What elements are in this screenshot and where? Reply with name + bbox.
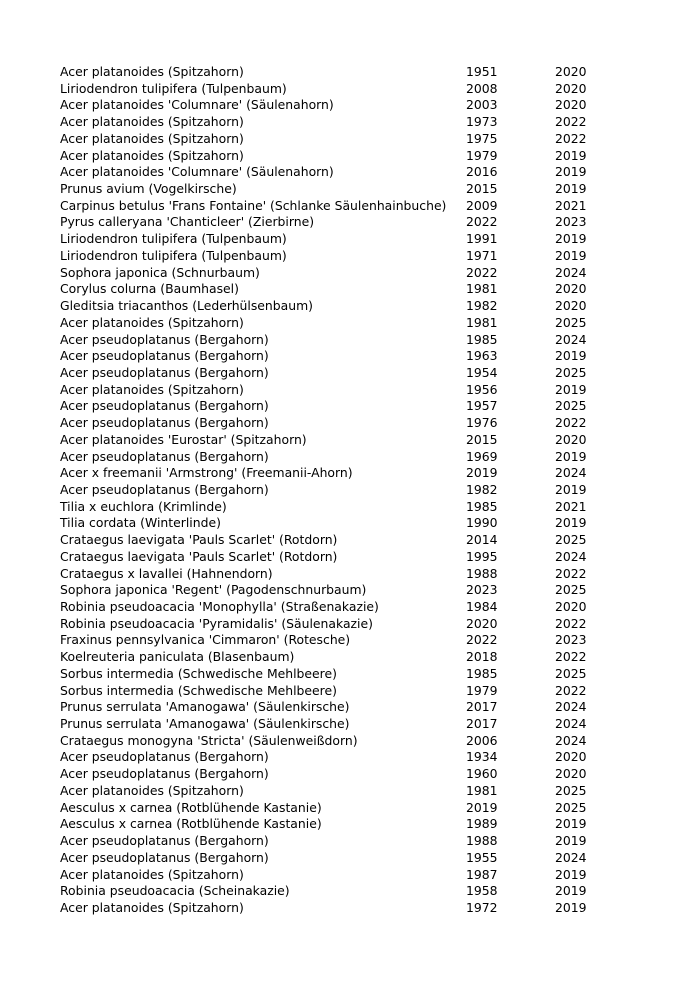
inspection-year-cell: 2025 [555, 665, 587, 681]
table-row [60, 599, 595, 616]
tree-species-cell: Crataegus laevigata 'Pauls Scarlet' (Rotdorn) [60, 548, 338, 564]
inspection-year-cell: 2019 [555, 231, 587, 247]
inspection-year-cell: 2019 [555, 481, 587, 497]
inspection-year-cell: 2024 [555, 548, 587, 564]
tree-species-cell: Acer platanoides (Spitzahorn) [60, 114, 244, 130]
inspection-year-cell: 2019 [555, 883, 587, 899]
inspection-year-cell: 2024 [555, 331, 587, 347]
tree-species-cell: Tilia x euchlora (Krimlinde) [60, 498, 227, 514]
planting-year-cell: 1985 [466, 331, 498, 347]
planting-year-cell: 2015 [466, 181, 498, 197]
inspection-year-cell: 2024 [555, 699, 587, 715]
table-row [60, 114, 595, 131]
table-row [60, 415, 595, 432]
planting-year-cell: 2023 [466, 582, 498, 598]
tree-species-cell: Acer pseudoplatanus (Bergahorn) [60, 348, 269, 364]
tree-species-cell: Tilia cordata (Winterlinde) [60, 515, 221, 531]
inspection-year-cell: 2019 [555, 164, 587, 180]
planting-year-cell: 2016 [466, 164, 498, 180]
table-row [60, 315, 595, 332]
table-row [60, 298, 595, 315]
inspection-year-cell: 2025 [555, 782, 587, 798]
inspection-year-cell: 2022 [555, 130, 587, 146]
inspection-year-cell: 2019 [555, 147, 587, 163]
planting-year-cell: 1991 [466, 231, 498, 247]
table-row [60, 198, 595, 215]
table-row [60, 465, 595, 482]
inspection-year-cell: 2019 [555, 899, 587, 915]
inspection-year-cell: 2019 [555, 348, 587, 364]
inspection-year-cell: 2020 [555, 298, 587, 314]
inspection-year-cell: 2023 [555, 632, 587, 648]
table-row [60, 64, 595, 81]
tree-species-cell: Crataegus laevigata 'Pauls Scarlet' (Rotdorn) [60, 532, 338, 548]
inspection-year-cell: 2020 [555, 766, 587, 782]
tree-species-cell: Acer pseudoplatanus (Bergahorn) [60, 364, 269, 380]
table-row [60, 81, 595, 98]
inspection-year-cell: 2024 [555, 849, 587, 865]
inspection-year-cell: 2020 [555, 599, 587, 614]
table-row [60, 783, 595, 800]
table-row [60, 683, 595, 700]
tree-species-cell: Carpinus betulus 'Frans Fontaine' (Schlanke Säulenhainbuche) [60, 197, 447, 213]
tree-species-cell: Sophora japonica (Schnurbaum) [60, 264, 260, 280]
table-row [60, 549, 595, 566]
tree-species-cell: Sorbus intermedia (Schwedische Mehlbeere) [60, 665, 337, 681]
inspection-year-cell: 2025 [555, 582, 587, 598]
inspection-year-cell: 2019 [555, 381, 587, 397]
tree-species-cell: Prunus serrulata 'Amanogawa' (Säulenkirsche) [60, 699, 350, 715]
inspection-year-cell: 2025 [555, 364, 587, 380]
planting-year-cell: 1987 [466, 866, 498, 882]
table-row [60, 716, 595, 733]
planting-year-cell: 2015 [466, 431, 498, 447]
table-row [60, 766, 595, 783]
tree-species-cell: Crataegus monogyna 'Stricta' (Säulenweißdorn) [60, 732, 358, 748]
planting-year-cell: 1951 [466, 64, 498, 79]
inspection-year-cell: 2025 [555, 799, 587, 815]
tree-species-cell: Acer platanoides (Spitzahorn) [60, 147, 244, 163]
planting-year-cell: 2022 [466, 264, 498, 280]
table-row [60, 449, 595, 466]
inspection-year-cell: 2022 [555, 682, 587, 698]
tree-species-cell: Acer platanoides 'Columnare' (Säulenahorn) [60, 164, 334, 180]
planting-year-cell: 1989 [466, 816, 498, 832]
table-row [60, 164, 595, 181]
inspection-year-cell: 2022 [555, 615, 587, 631]
table-row [60, 649, 595, 666]
planting-year-cell: 2019 [466, 465, 498, 481]
tree-species-cell: Sophora japonica 'Regent' (Pagodenschnurbaum) [60, 582, 367, 598]
planting-year-cell: 1982 [466, 481, 498, 497]
inspection-year-cell: 2023 [555, 214, 587, 230]
tree-species-cell: Acer platanoides (Spitzahorn) [60, 64, 244, 79]
planting-year-cell: 1969 [466, 448, 498, 464]
tree-species-cell: Acer platanoides (Spitzahorn) [60, 314, 244, 330]
planting-year-cell: 2017 [466, 699, 498, 715]
inspection-year-cell: 2020 [555, 64, 587, 79]
planting-year-cell: 1960 [466, 766, 498, 782]
tree-species-cell: Acer pseudoplatanus (Bergahorn) [60, 448, 269, 464]
inspection-year-cell: 2025 [555, 398, 587, 414]
tree-species-cell: Acer pseudoplatanus (Bergahorn) [60, 766, 269, 782]
table-row [60, 382, 595, 399]
table-row [60, 532, 595, 549]
table-row [60, 833, 595, 850]
planting-year-cell: 1981 [466, 782, 498, 798]
table-row [60, 900, 595, 917]
planting-year-cell: 1956 [466, 381, 498, 397]
tree-species-cell: Gleditsia triacanthos (Lederhülsenbaum) [60, 298, 313, 314]
tree-species-cell: Acer platanoides 'Columnare' (Säulenahorn) [60, 97, 334, 113]
inspection-year-cell: 2022 [555, 415, 587, 431]
tree-species-cell: Acer pseudoplatanus (Bergahorn) [60, 481, 269, 497]
tree-species-cell: Acer platanoides 'Eurostar' (Spitzahorn) [60, 431, 307, 447]
planting-year-cell: 1954 [466, 364, 498, 380]
tree-species-cell: Aesculus x carnea (Rotblühende Kastanie) [60, 816, 322, 832]
inspection-year-cell: 2019 [555, 448, 587, 464]
table-row [60, 749, 595, 766]
tree-species-cell: Acer platanoides (Spitzahorn) [60, 866, 244, 882]
table-row [60, 148, 595, 165]
planting-year-cell: 1958 [466, 883, 498, 899]
table-row [60, 515, 595, 532]
planting-year-cell: 1976 [466, 415, 498, 431]
inspection-year-cell: 2019 [555, 833, 587, 849]
planting-year-cell: 1963 [466, 348, 498, 364]
table-row [60, 214, 595, 231]
planting-year-cell: 1981 [466, 314, 498, 330]
inspection-year-cell: 2019 [555, 866, 587, 882]
inspection-year-cell: 2020 [555, 431, 587, 447]
tree-species-cell: Robinia pseudoacacia (Scheinakazie) [60, 883, 290, 899]
planting-year-cell: 1984 [466, 599, 498, 614]
planting-year-cell: 2008 [466, 80, 498, 96]
table-row [60, 632, 595, 649]
tree-species-cell: Liriodendron tulipifera (Tulpenbaum) [60, 231, 287, 247]
table-row [60, 883, 595, 900]
tree-species-cell: Acer platanoides (Spitzahorn) [60, 899, 244, 915]
table-row [60, 867, 595, 884]
inspection-year-cell: 2022 [555, 565, 587, 581]
table-row [60, 850, 595, 867]
inspection-year-cell: 2025 [555, 532, 587, 548]
tree-species-cell: Liriodendron tulipifera (Tulpenbaum) [60, 247, 287, 263]
planting-year-cell: 1979 [466, 682, 498, 698]
planting-year-cell: 1971 [466, 247, 498, 263]
planting-year-cell: 2022 [466, 632, 498, 648]
inspection-year-cell: 2020 [555, 281, 587, 297]
inspection-year-cell: 2024 [555, 264, 587, 280]
tree-species-cell: Pyrus calleryana 'Chanticleer' (Zierbirne) [60, 214, 315, 230]
planting-year-cell: 1982 [466, 298, 498, 314]
planting-year-cell: 1972 [466, 899, 498, 915]
inspection-year-cell: 2024 [555, 716, 587, 732]
planting-year-cell: 1957 [466, 398, 498, 414]
inspection-year-cell: 2022 [555, 114, 587, 130]
inspection-year-cell: 2020 [555, 80, 587, 96]
table-row [60, 733, 595, 750]
planting-year-cell: 1975 [466, 130, 498, 146]
tree-species-cell: Acer platanoides (Spitzahorn) [60, 782, 244, 798]
table-row [60, 281, 595, 298]
tree-species-cell: Sorbus intermedia (Schwedische Mehlbeere) [60, 682, 337, 698]
inspection-year-cell: 2021 [555, 498, 587, 514]
table-row [60, 566, 595, 583]
tree-species-cell: Liriodendron tulipifera (Tulpenbaum) [60, 80, 287, 96]
table-row [60, 131, 595, 148]
table-row [60, 248, 595, 265]
planting-year-cell: 1995 [466, 548, 498, 564]
tree-species-cell: Aesculus x carnea (Rotblühende Kastanie) [60, 799, 322, 815]
table-row [60, 332, 595, 349]
inspection-year-cell: 2021 [555, 197, 587, 213]
inspection-year-cell: 2019 [555, 816, 587, 832]
tree-species-cell: Acer pseudoplatanus (Bergahorn) [60, 833, 269, 849]
table-row [60, 616, 595, 633]
inspection-year-cell: 2020 [555, 97, 587, 113]
inspection-year-cell: 2025 [555, 314, 587, 330]
planting-year-cell: 2019 [466, 799, 498, 815]
table-row [60, 265, 595, 282]
tree-table [60, 64, 595, 917]
table-row [60, 699, 595, 716]
table-row [60, 398, 595, 415]
planting-year-cell: 1979 [466, 147, 498, 163]
planting-year-cell: 1988 [466, 565, 498, 581]
tree-species-cell: Acer platanoides (Spitzahorn) [60, 381, 244, 397]
inspection-year-cell: 2020 [555, 749, 587, 765]
planting-year-cell: 2014 [466, 532, 498, 548]
planting-year-cell: 1973 [466, 114, 498, 130]
table-row [60, 432, 595, 449]
planting-year-cell: 1988 [466, 833, 498, 849]
table-row [60, 482, 595, 499]
tree-table-body [60, 64, 595, 917]
tree-species-cell: Robinia pseudoacacia 'Pyramidalis' (Säulenakazie) [60, 615, 373, 631]
tree-species-cell: Acer pseudoplatanus (Bergahorn) [60, 331, 269, 347]
planting-year-cell: 1985 [466, 498, 498, 514]
planting-year-cell: 1985 [466, 665, 498, 681]
table-row [60, 97, 595, 114]
planting-year-cell: 2017 [466, 716, 498, 732]
planting-year-cell: 1990 [466, 515, 498, 531]
tree-species-cell: Corylus colurna (Baumhasel) [60, 281, 239, 297]
planting-year-cell: 1934 [466, 749, 498, 765]
planting-year-cell: 2009 [466, 197, 498, 213]
tree-species-cell: Acer pseudoplatanus (Bergahorn) [60, 398, 269, 414]
inspection-year-cell: 2022 [555, 649, 587, 665]
tree-species-cell: Fraxinus pennsylvanica 'Cimmaron' (Rotesche) [60, 632, 351, 648]
planting-year-cell: 2020 [466, 615, 498, 631]
tree-species-cell: Prunus serrulata 'Amanogawa' (Säulenkirsche) [60, 716, 350, 732]
planting-year-cell: 2018 [466, 649, 498, 665]
planting-year-cell: 2006 [466, 732, 498, 748]
tree-species-cell: Acer x freemanii 'Armstrong' (Freemanii-Ahorn) [60, 465, 353, 481]
tree-species-cell: Koelreuteria paniculata (Blasenbaum) [60, 649, 295, 665]
table-row [60, 816, 595, 833]
table-row [60, 365, 595, 382]
inspection-year-cell: 2019 [555, 181, 587, 197]
inspection-year-cell: 2019 [555, 515, 587, 531]
tree-species-cell: Acer platanoides (Spitzahorn) [60, 130, 244, 146]
tree-species-cell: Acer pseudoplatanus (Bergahorn) [60, 849, 269, 865]
inspection-year-cell: 2024 [555, 732, 587, 748]
inspection-year-cell: 2019 [555, 247, 587, 263]
planting-year-cell: 2003 [466, 97, 498, 113]
table-row [60, 582, 595, 599]
table-row [60, 800, 595, 817]
planting-year-cell: 1955 [466, 849, 498, 865]
table-row [60, 499, 595, 516]
inspection-year-cell: 2024 [555, 465, 587, 481]
tree-species-cell: Acer pseudoplatanus (Bergahorn) [60, 749, 269, 765]
table-row [60, 666, 595, 683]
tree-species-cell: Crataegus x lavallei (Hahnendorn) [60, 565, 273, 581]
tree-species-cell: Acer pseudoplatanus (Bergahorn) [60, 415, 269, 431]
table-row [60, 231, 595, 248]
planting-year-cell: 2022 [466, 214, 498, 230]
planting-year-cell: 1981 [466, 281, 498, 297]
table-row [60, 348, 595, 365]
tree-species-cell: Prunus avium (Vogelkirsche) [60, 181, 237, 197]
tree-species-cell: Robinia pseudoacacia 'Monophylla' (Straßenakazie) [60, 599, 379, 614]
table-row [60, 181, 595, 198]
